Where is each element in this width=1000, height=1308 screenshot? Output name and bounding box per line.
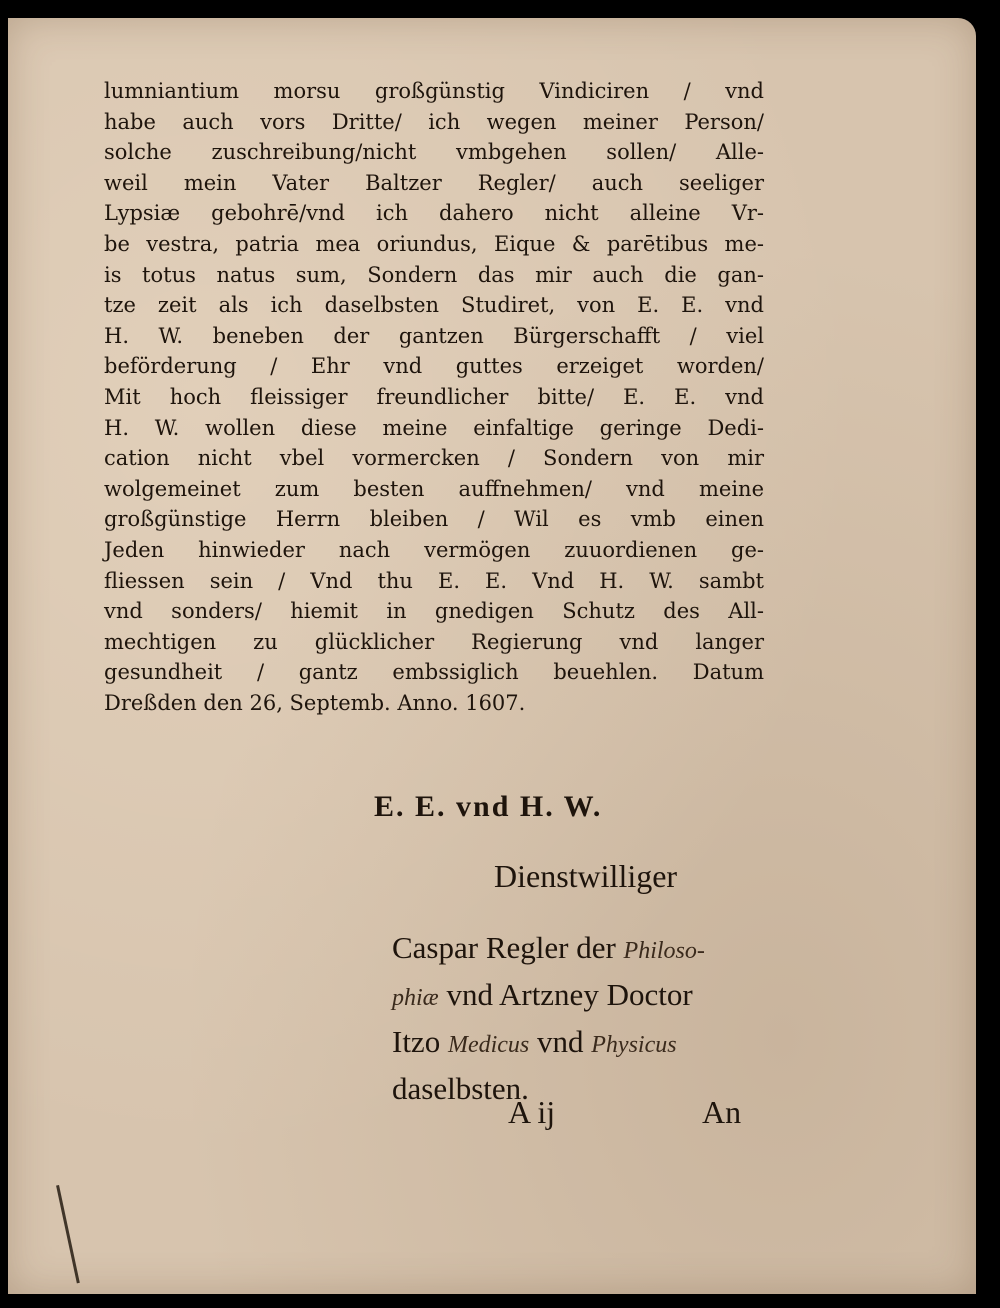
- text-line: Jeden hinwieder nach vermögen zuuordienen ge-: [104, 537, 764, 562]
- text-line: weil mein Vater Baltzer Regler/ auch seeliger: [104, 170, 764, 195]
- text-line: fliessen sein / Vnd thu E. E. Vnd H. W. sambt: [104, 568, 764, 593]
- document-page: [8, 18, 976, 1294]
- valediction: Dienstwilliger: [494, 858, 678, 894]
- text-line: großgünstige Herrn bleiben / Wil es vmb einen: [104, 507, 764, 532]
- text-line: solche zuschreibung/nicht vmbgehen sollen/ Alle-: [104, 140, 764, 165]
- text-line: H. W. wollen diese meine einfaltige geringe Dedi-: [104, 415, 764, 440]
- text-line: beförderung / Ehr vnd guttes erzeiget worden/: [104, 354, 764, 379]
- text-line: be vestra, patria mea oriundus, Eique & parētibus me-: [104, 231, 764, 256]
- text-line: tze zeit als ich daselbsten Studiret, von E. E. vnd: [104, 293, 764, 318]
- text-line: wolgemeinet zum besten auffnehmen/ vnd meine: [104, 476, 764, 501]
- text-line: H. W. beneben der gantzen Bürgerschafft / viel: [104, 323, 764, 348]
- text-line: mechtigen zu glücklicher Regierung vnd langer: [104, 629, 764, 654]
- catchword: An: [702, 1094, 742, 1130]
- text-line: habe auch vors Dritte/ ich wegen meiner Person/: [104, 109, 764, 134]
- signature-block: [392, 926, 782, 1111]
- closing-salutation: E. E. vnd H. W.: [374, 790, 603, 823]
- signature-line-2b: vnd Artzney Doctor: [438, 977, 693, 1012]
- text-line: cation nicht vbel vormercken / Sondern von mir: [104, 446, 764, 471]
- signature-line-4: daselbsten.: [392, 1071, 529, 1106]
- text-line: Mit hoch fleissiger freundlicher bitte/ E. E. vnd: [104, 384, 764, 409]
- dedication-text: [104, 76, 764, 718]
- signature-line-1a: Caspar Regler der: [392, 930, 624, 965]
- signature-line-3d: Physicus: [591, 1032, 677, 1058]
- signature-line-3c: vnd: [529, 1024, 592, 1059]
- text-line: lumniantium morsu großgünstig Vindiciren / vnd: [104, 79, 764, 103]
- signature-line-2a: phiæ: [392, 985, 439, 1011]
- signature-line-3b: Medicus: [447, 1032, 530, 1058]
- text-line: gesundheit / gantz embssiglich beuehlen. Datum: [104, 660, 764, 685]
- signature-line-1b: Philoso-: [623, 938, 705, 964]
- text-line: Dreßden den 26, Septemb. Anno. 1607.: [104, 690, 526, 715]
- text-line: vnd sonders/ hiemit in gnedigen Schutz des All-: [104, 599, 764, 624]
- signature-line-3a: Itzo: [392, 1024, 448, 1059]
- text-line: Lypsiæ gebohrē/vnd ich dahero nicht alleine Vr-: [104, 201, 764, 226]
- text-line: is totus natus sum, Sondern das mir auch die gan-: [104, 262, 764, 287]
- signature-mark: A ij: [508, 1094, 556, 1130]
